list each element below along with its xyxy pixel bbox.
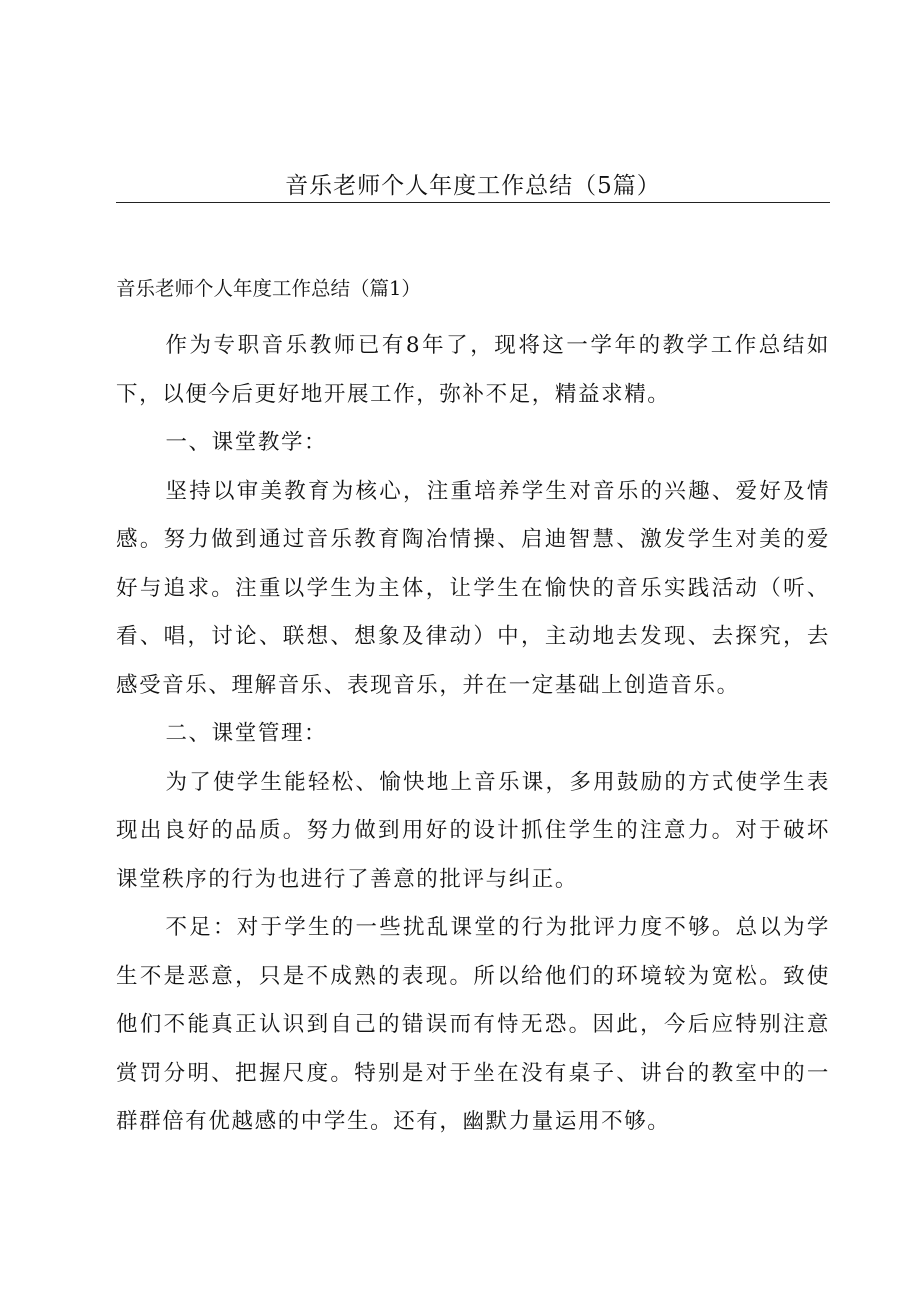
- subheading-classroom-teaching: 一、课堂教学：: [165, 430, 328, 455]
- document-title: 音乐老师个人年度工作总结（5篇）: [285, 173, 661, 199]
- paragraph-classroom-teaching: 坚持以审美教育为核心，注重培养学生对音乐的兴趣、爱好及情感。努力做到通过音乐教育陶冶情操、启迪智慧、激发学生对美的爱好与追求。注重以学生为主体，让学生在愉快的音乐实践活动（听、看、唱，讨论、联想、想象及律动）中，主动地去发现、去探究，去感受音乐、理解音乐、表现音乐，并在一定基础上创造音乐。: [116, 478, 830, 698]
- title-underline: [116, 202, 830, 203]
- subheading-classroom-management: 二、课堂管理：: [165, 721, 328, 746]
- paragraph-classroom-management: 为了使学生能轻松、愉快地上音乐课，多用鼓励的方式使学生表现出良好的品质。努力做到用好的设计抓住学生的注意力。对于破坏课堂秩序的行为也进行了善意的批评与纠正。: [116, 769, 830, 892]
- section-title: 音乐老师个人年度工作总结（篇1）: [116, 277, 421, 300]
- document-body: [116, 322, 830, 1147]
- paragraph-shortcomings: 不足：对于学生的一些扰乱课堂的行为批评力度不够。总以为学生不是恶意，只是不成熟的表现。所以给他们的环境较为宽松。致使他们不能真正认识到自己的错误而有恃无恐。因此，今后应特别注意赏罚分明、把握尺度。特别是对于坐在没有桌子、讲台的教室中的一群群倍有优越感的中学生。还有，幽默力量运用不够。: [116, 915, 830, 1134]
- paragraph-intro: 作为专职音乐教师已有8年了，现将这一学年的教学工作总结如下，以便今后更好地开展工作，弥补不足，精益求精。: [116, 333, 830, 407]
